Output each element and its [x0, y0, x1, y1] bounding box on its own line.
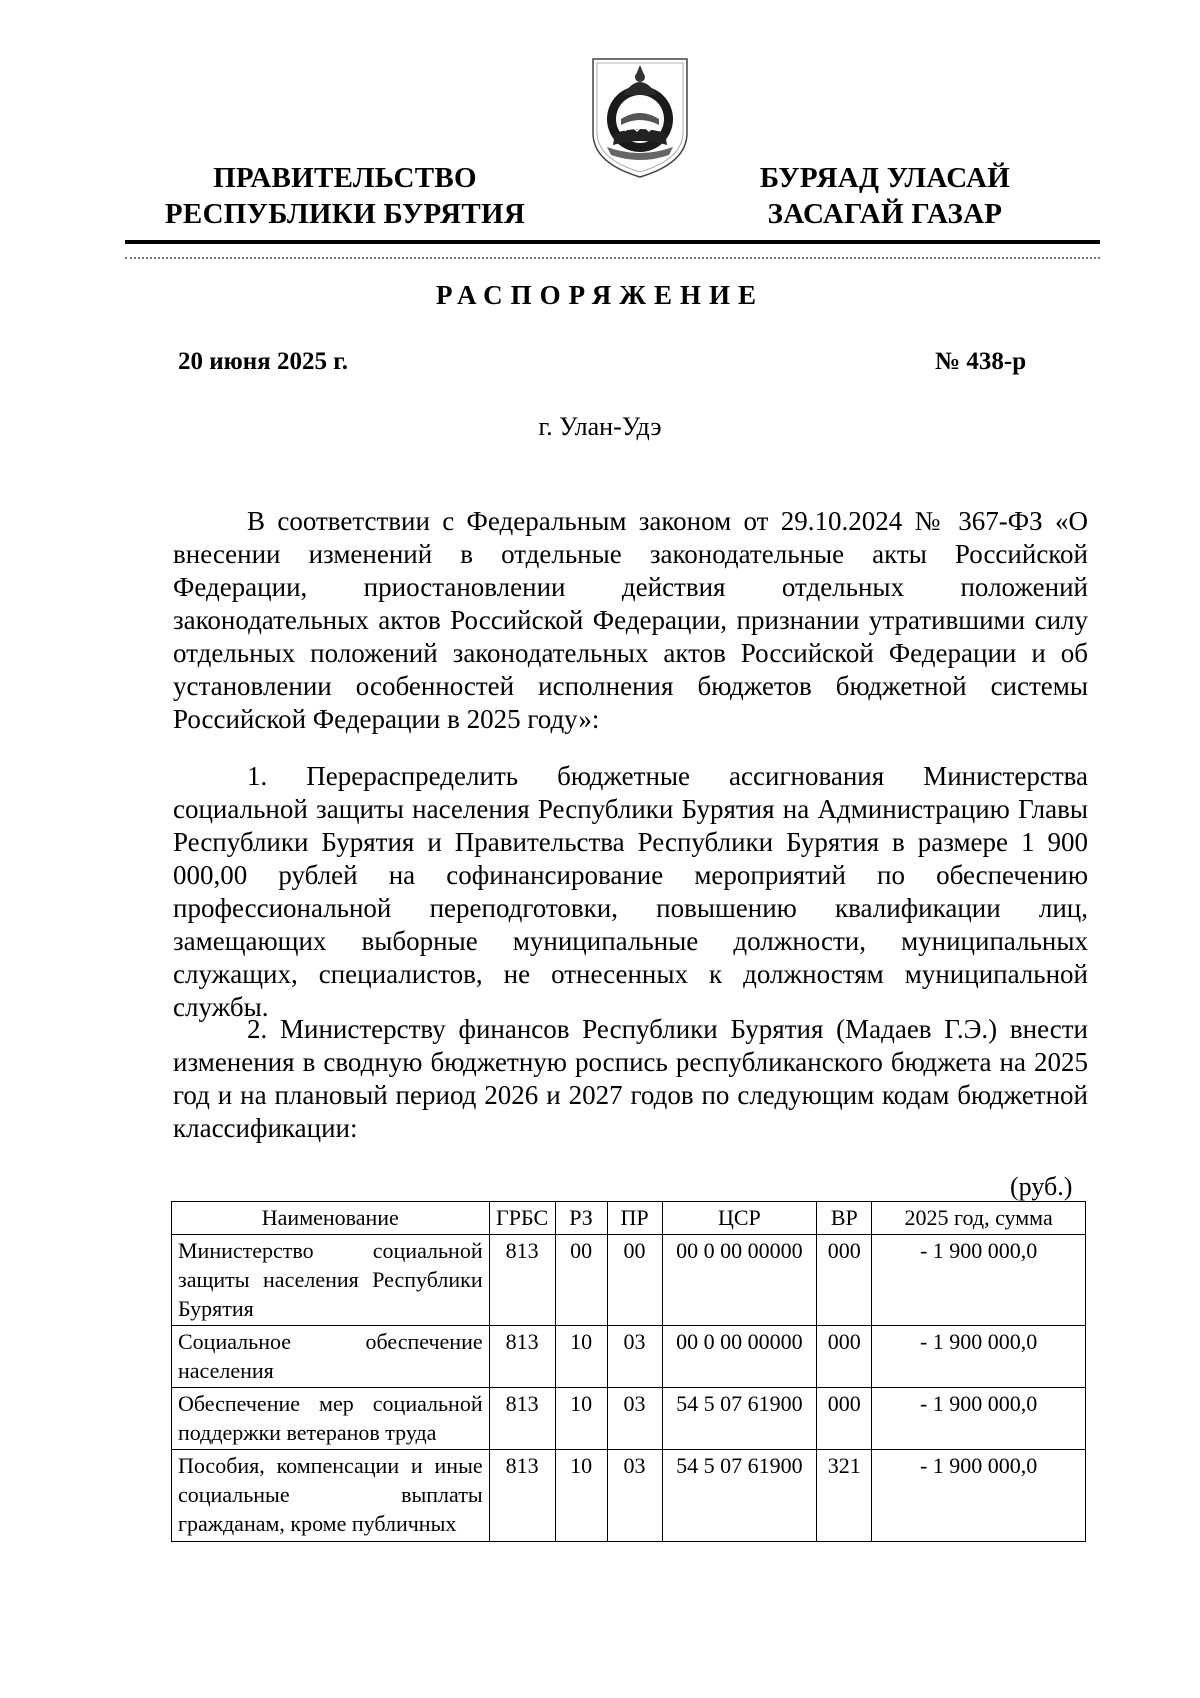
table-row [172, 1326, 1086, 1388]
table-cell-csr: 54 5 07 61900 [662, 1388, 817, 1450]
table-cell-pr: 03 [607, 1450, 662, 1542]
table-cell-pr: 03 [607, 1326, 662, 1388]
document-date: 20 июня 2025 г. [178, 348, 348, 375]
table-header-cell: РЗ [555, 1202, 607, 1235]
table-cell-name: Пособия, компенсации и иные социальные выплаты гражданам, кроме публичных [172, 1450, 490, 1542]
table-cell-rz: 00 [555, 1235, 607, 1326]
paragraph-item-2: 2. Министерству финансов Республики Бурятия (Мадаев Г.Э.) внести изменения в сводную бюджетную роспись республиканского бюджета на 2025 год и на плановый период 2026 и 2027 годов по следующим кодам бюджетной классификации: [173, 1014, 1088, 1143]
table-cell-vr: 000 [817, 1326, 872, 1388]
table-cell-vr: 000 [817, 1235, 872, 1326]
table-row [172, 1235, 1086, 1326]
table-cell-sum: - 1 900 000,0 [872, 1326, 1086, 1388]
header-right-line1: БУРЯАД УЛАСАЙ [759, 162, 1011, 194]
header-right-line2: ЗАСАГАЙ ГАЗАР [767, 198, 1003, 230]
table-cell-name: Министерство социальной защиты населения Республики Бурятия [172, 1235, 490, 1326]
table-header-cell: ВР [817, 1202, 872, 1235]
table-cell-name: Социальное обеспечение населения [172, 1326, 490, 1388]
header-left-block [150, 160, 540, 232]
header-left-line1: ПРАВИТЕЛЬСТВО [213, 162, 477, 194]
table-cell-grbs: 813 [489, 1326, 555, 1388]
table-cell-grbs: 813 [489, 1450, 555, 1542]
table-row [172, 1450, 1086, 1542]
document-title: РАСПОРЯЖЕНИЕ [435, 280, 765, 310]
table-cell-grbs: 813 [489, 1235, 555, 1326]
table-header-cell: ПР [607, 1202, 662, 1235]
document-number: № 438-р [935, 348, 1027, 375]
table-cell-csr: 00 0 00 00000 [662, 1326, 817, 1388]
table-header-row [172, 1202, 1086, 1235]
table-cell-grbs: 813 [489, 1388, 555, 1450]
table-header-cell: Наименование [172, 1202, 490, 1235]
table-row [172, 1388, 1086, 1450]
table-cell-rz: 10 [555, 1326, 607, 1388]
table-header-cell: ЦСР [662, 1202, 817, 1235]
table-cell-sum: - 1 900 000,0 [872, 1388, 1086, 1450]
header-divider-thick [125, 240, 1100, 244]
table-cell-rz: 10 [555, 1450, 607, 1542]
table-cell-vr: 321 [817, 1450, 872, 1542]
paragraph-item-1: 1. Перераспределить бюджетные ассигнования Министерства социальной защиты населения Республики Бурятия на Администрацию Главы Республики Бурятия и Правительства Республики Бурятия в размере 1 900 000,00 рублей на софинансирование мероприятий по обеспечению профессиональной переподготовки, повышению квалификации лиц, замещающих выборные муниципальные должности, муниципальных служащих, специалистов, не отнесенных к должностям муниципальной службы. [173, 761, 1088, 1022]
header-left-line2: РЕСПУБЛИКИ БУРЯТИЯ [164, 198, 526, 230]
table-cell-pr: 03 [607, 1388, 662, 1450]
table-cell-rz: 10 [555, 1388, 607, 1450]
table-cell-sum: - 1 900 000,0 [872, 1450, 1086, 1542]
table-unit-label: (руб.) [1010, 1172, 1073, 1201]
coat-of-arms-emblem [585, 55, 695, 181]
table-cell-csr: 00 0 00 00000 [662, 1235, 817, 1326]
table-header-cell: ГРБС [489, 1202, 555, 1235]
table-header-cell: 2025 год, сумма [872, 1202, 1086, 1235]
table-cell-pr: 00 [607, 1235, 662, 1326]
document-place: г. Улан-Удэ [538, 412, 662, 441]
table-cell-csr: 54 5 07 61900 [662, 1450, 817, 1542]
table-cell-vr: 000 [817, 1388, 872, 1450]
header-divider-thin [125, 257, 1100, 259]
table-cell-name: Обеспечение мер социальной поддержки ветеранов труда [172, 1388, 490, 1450]
header-right-block [720, 160, 1050, 232]
table-cell-sum: - 1 900 000,0 [872, 1235, 1086, 1326]
paragraph-intro: В соответствии с Федеральным законом от 29.10.2024 № 367-ФЗ «О внесении изменений в отдельные законодательные акты Российской Федерации, приостановлении действия отдельных положений законодательных актов Российской Федерации, признании утратившими силу отдельных положений законодательных актов Российской Федерации и об установлении особенностей исполнения бюджетов бюджетной системы Российской Федерации в 2025 году»: [173, 506, 1088, 734]
budget-table [171, 1201, 1086, 1542]
